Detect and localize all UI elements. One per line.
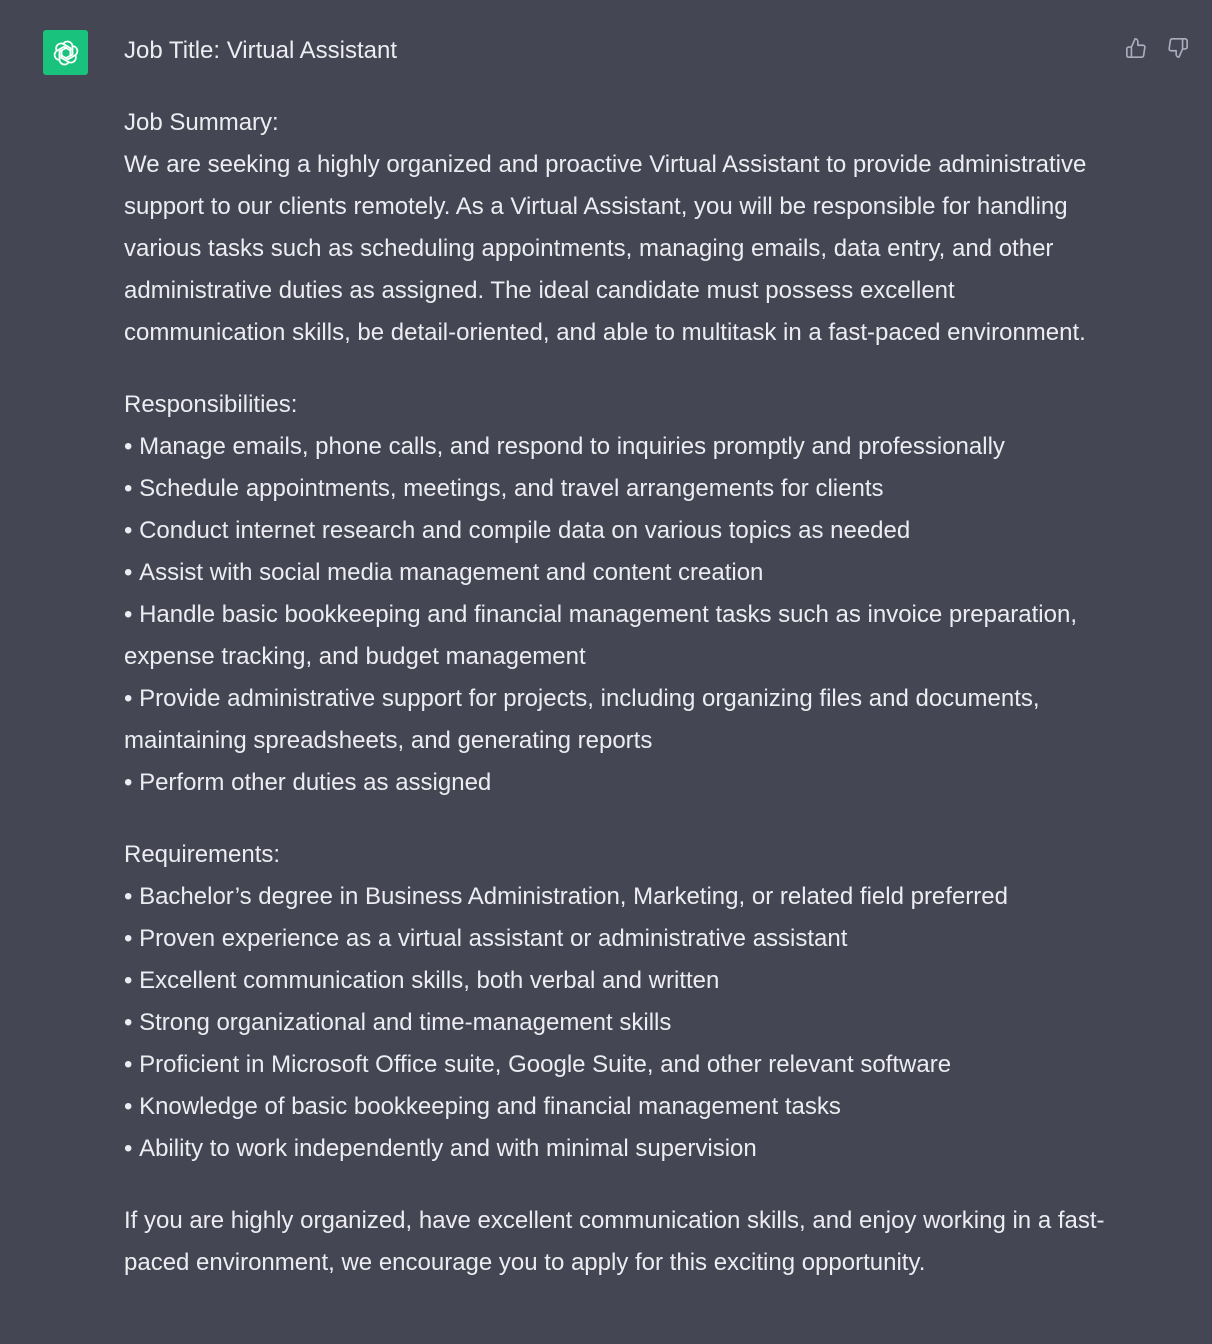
- summary-text: We are seeking a highly organized and proactive Virtual Assistant to provide administrative support to our clients remotely. As a Virtual Assistant, you will be responsible for handling various tasks such as scheduling appointments, managing emails, data entry, and other administrative duties as assigned. The ideal candidate must possess excellent communication skills, be detail-oriented, and able to multitask in a fast-paced environment.: [124, 151, 1087, 346]
- job-title: Job Title: Virtual Assistant: [124, 37, 398, 64]
- thumbs-up-icon: [1125, 37, 1147, 59]
- requirement-item: • Proven experience as a virtual assistant or administrative assistant: [124, 918, 1114, 960]
- requirement-item: • Proficient in Microsoft Office suite, Google Suite, and other relevant software: [124, 1044, 1114, 1086]
- closing-text: If you are highly organized, have excellent communication skills, and enjoy working in a fast-paced environment, we encourage you to apply for this exciting opportunity.: [124, 1207, 1105, 1276]
- summary-heading: Job Summary:: [124, 109, 279, 136]
- thumbs-down-icon: [1167, 37, 1189, 59]
- thumbs-up-button[interactable]: [1124, 36, 1148, 60]
- assistant-logo-icon: [50, 37, 82, 69]
- requirements-heading: Requirements:: [124, 841, 281, 868]
- requirement-item: • Excellent communication skills, both verbal and written: [124, 960, 1114, 1002]
- requirement-item: • Bachelor’s degree in Business Administration, Marketing, or related field preferred: [124, 876, 1114, 918]
- requirement-item: • Strong organizational and time-management skills: [124, 1002, 1114, 1044]
- responsibility-item: • Perform other duties as assigned: [124, 762, 1114, 804]
- responsibility-item: • Assist with social media management and content creation: [124, 552, 1114, 594]
- responsibility-item: • Schedule appointments, meetings, and travel arrangements for clients: [124, 468, 1114, 510]
- requirement-item: • Ability to work independently and with minimal supervision: [124, 1128, 1114, 1170]
- responsibilities-heading: Responsibilities:: [124, 391, 298, 418]
- responsibility-item: • Provide administrative support for projects, including organizing files and documents, maintaining spreadsheets, and generating reports: [124, 678, 1114, 762]
- assistant-message: [124, 30, 1114, 1284]
- responsibility-item: • Handle basic bookkeeping and financial management tasks such as invoice preparation, expense tracking, and budget management: [124, 594, 1114, 678]
- feedback-buttons: [1124, 36, 1190, 60]
- assistant-avatar: [43, 30, 88, 75]
- requirement-item: • Knowledge of basic bookkeeping and financial management tasks: [124, 1086, 1114, 1128]
- thumbs-down-button[interactable]: [1166, 36, 1190, 60]
- responsibility-item: • Manage emails, phone calls, and respond to inquiries promptly and professionally: [124, 426, 1114, 468]
- responsibility-item: • Conduct internet research and compile data on various topics as needed: [124, 510, 1114, 552]
